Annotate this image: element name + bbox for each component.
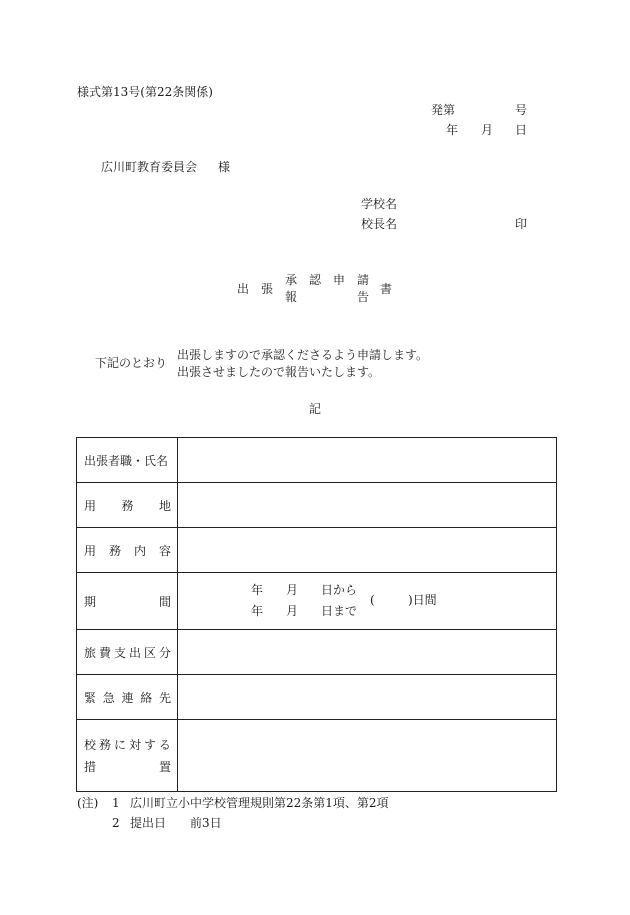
period-to-day: 日まで (321, 604, 358, 618)
doc-number-suffix: 号 (515, 103, 528, 117)
traveler-label-text: 出張者職・氏名 (84, 453, 169, 468)
period-from-month: 月 (286, 583, 299, 597)
emergency-contact-label (77, 689, 177, 706)
label-char: 務 (121, 498, 134, 513)
date-day: 日 (515, 123, 528, 137)
destination-label-cell (77, 483, 178, 528)
title-char: 出 (237, 282, 250, 296)
title-char: 張 (261, 282, 274, 296)
note-number: 1 (112, 796, 120, 810)
ki-heading: 記 (309, 402, 322, 416)
label-char: 務 (108, 543, 121, 558)
title-option-char: 報 (285, 290, 298, 304)
traveler-value-cell[interactable] (178, 438, 557, 483)
title-option-char: 告 (357, 290, 370, 304)
travel-expense-label-cell (77, 630, 178, 675)
travel-expense-value-cell[interactable] (178, 630, 557, 675)
intro-option-report: 出張させましたので報告いたします。 (177, 365, 381, 379)
title-option-char: 申 (333, 273, 346, 287)
label-char: に (113, 738, 126, 752)
label-char: 用 (84, 498, 97, 513)
label-char: 校 (84, 738, 97, 752)
table-row (77, 528, 557, 573)
note-text: 広川町立小中学校管理規則第22条第1項、第2項 (130, 796, 389, 810)
label-char: 連 (121, 690, 134, 705)
label-char: 用 (84, 543, 97, 558)
traveler-label (77, 452, 177, 469)
label-char: 務 (98, 738, 111, 752)
label-char: 出 (128, 645, 141, 660)
table-row (77, 720, 557, 792)
label-char: 期 (84, 594, 97, 609)
note-text: 提出日 前3日 (130, 816, 222, 830)
school-response-label-cell (77, 720, 178, 792)
label-char: 地 (158, 498, 171, 513)
label-char: 絡 (140, 690, 153, 705)
table-row (77, 573, 557, 630)
emergency-contact-value-cell[interactable] (178, 675, 557, 720)
table-row (77, 630, 557, 675)
emergency-contact-label-cell (77, 675, 178, 720)
label-char: 間 (158, 594, 171, 609)
trip-details-table (76, 437, 557, 792)
title-option-char: 承 (285, 273, 298, 287)
title-option-char: 認 (309, 273, 322, 287)
school-name-label: 学校名 (361, 197, 398, 211)
form-number: 様式第13号(第22条関係) (77, 85, 213, 99)
recipient-name: 広川町教育委員会 (101, 160, 198, 174)
principal-name-label: 校長名 (361, 217, 398, 231)
label-char: 支 (113, 645, 126, 660)
period-to-month: 月 (286, 604, 299, 618)
period-values (178, 573, 556, 629)
period-label (77, 593, 177, 610)
label-char: 旅 (84, 645, 97, 660)
travel-expense-label (77, 644, 177, 661)
label-char: 置 (158, 760, 171, 774)
period-from-year: 年 (251, 583, 264, 597)
business-content-label-cell (77, 528, 178, 573)
period-to-year: 年 (251, 604, 264, 618)
school-response-value-cell[interactable] (178, 720, 557, 792)
label-char: 区 (143, 645, 156, 660)
school-response-label-line2 (77, 758, 177, 775)
title-char: 書 (380, 282, 393, 296)
table-row (77, 675, 557, 720)
recipient-honorific: 様 (218, 160, 231, 174)
intro-lead: 下記のとおり (95, 356, 168, 370)
label-char: 分 (158, 645, 171, 660)
destination-value-cell[interactable] (178, 483, 557, 528)
label-char: 対 (128, 738, 141, 752)
doc-number-prefix: 発第 (431, 103, 456, 117)
school-response-label-line1 (77, 736, 177, 753)
period-days-close: )日間 (408, 593, 437, 607)
label-char: 急 (102, 690, 115, 705)
label-char: 内 (133, 543, 146, 558)
business-content-label (77, 542, 177, 559)
table-row (77, 483, 557, 528)
title-option-char: 請 (357, 273, 370, 287)
destination-label (77, 497, 177, 514)
label-char: る (158, 738, 171, 752)
date-year: 年 (446, 123, 459, 137)
business-content-value-cell[interactable] (178, 528, 557, 573)
label-char: 措 (84, 760, 97, 774)
date-month: 月 (481, 123, 494, 137)
period-value-cell[interactable] (178, 573, 557, 630)
period-from-day: 日から (321, 583, 358, 597)
label-char: 費 (98, 645, 111, 660)
traveler-label-cell (77, 438, 178, 483)
label-char: 容 (158, 543, 171, 558)
intro-option-request: 出張しますので承認くださるよう申請します。 (177, 348, 429, 362)
label-char: 緊 (84, 690, 97, 705)
table-row (77, 438, 557, 483)
period-label-cell (77, 573, 178, 630)
notes-label: (注) (77, 796, 99, 810)
label-char: す (143, 738, 156, 752)
note-number: 2 (112, 816, 120, 830)
period-days-open: ( (370, 593, 375, 607)
label-char: 先 (158, 690, 171, 705)
seal-mark: 印 (515, 217, 528, 231)
